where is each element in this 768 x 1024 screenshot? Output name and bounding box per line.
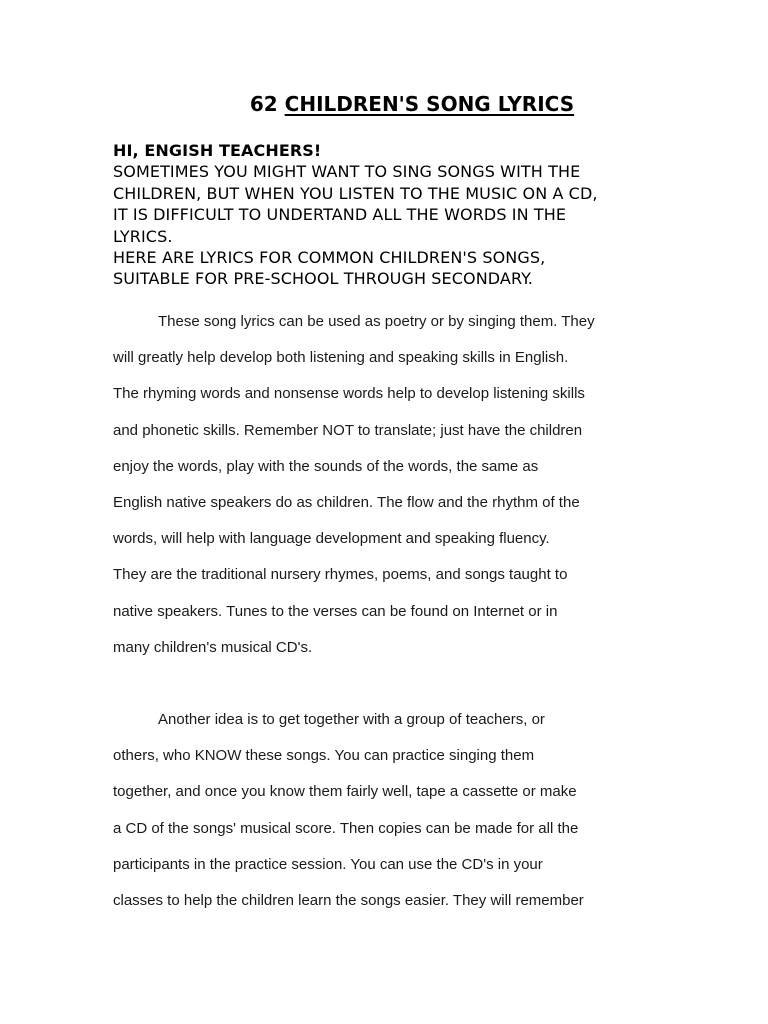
intro-greeting: HI, ENGISH TEACHERS! (113, 141, 322, 160)
intro-line: LYRICS. (113, 226, 173, 246)
paragraph-line: a CD of the songs' musical score. Then copies can be made for all the (113, 819, 579, 837)
intro-line: HERE ARE LYRICS FOR COMMON CHILDREN'S SONGS, (113, 248, 546, 268)
title-number: 62 (249, 92, 285, 116)
paragraph-line: will greatly help develop both listening and speaking skills in English. (113, 349, 569, 367)
intro-line: CHILDREN, BUT WHEN YOU LISTEN TO THE MUSIC ON A CD, (113, 183, 598, 203)
paragraph-line: They are the traditional nursery rhymes, poems, and songs taught to (113, 566, 568, 584)
paragraph-2 (113, 709, 673, 926)
paragraph-line: together, and once you know them fairly well, tape a cassette or make (113, 783, 577, 801)
paragraph-line: Another idea is to get together with a group of teachers, or (158, 711, 545, 728)
intro-line: SOMETIMES YOU MIGHT WANT TO SING SONGS WITH THE (113, 162, 581, 182)
paragraph-line: enjoy the words, play with the sounds of the words, the same as (113, 457, 539, 475)
intro-line: IT IS DIFFICULT TO UNDERTAND ALL THE WORDS IN THE (113, 205, 567, 225)
paragraph-line: classes to help the children learn the songs easier. They will remember (113, 891, 584, 909)
title-text: CHILDREN'S SONG LYRICS (284, 92, 575, 116)
paragraph-line: participants in the practice session. You can use the CD's in your (113, 855, 543, 873)
paragraph-line: native speakers. Tunes to the verses can be found on Internet or in (113, 602, 558, 620)
paragraph-line: and phonetic skills. Remember NOT to translate; just have the children (113, 421, 583, 439)
intro-section (113, 140, 673, 290)
document-title (0, 90, 768, 118)
paragraph-line: These song lyrics can be used as poetry or by singing them. They (158, 313, 595, 330)
intro-line: SUITABLE FOR PRE-SCHOOL THROUGH SECONDARY. (113, 269, 533, 289)
paragraph-line: words, will help with language development and speaking fluency. (113, 530, 550, 548)
paragraph-line: many children's musical CD's. (113, 638, 313, 656)
paragraph-line: English native speakers do as children. The flow and the rhythm of the (113, 493, 580, 511)
paragraph-1 (113, 311, 673, 673)
paragraph-line: The rhyming words and nonsense words help to develop listening skills (113, 385, 585, 403)
paragraph-line: others, who KNOW these songs. You can practice singing them (113, 747, 535, 765)
